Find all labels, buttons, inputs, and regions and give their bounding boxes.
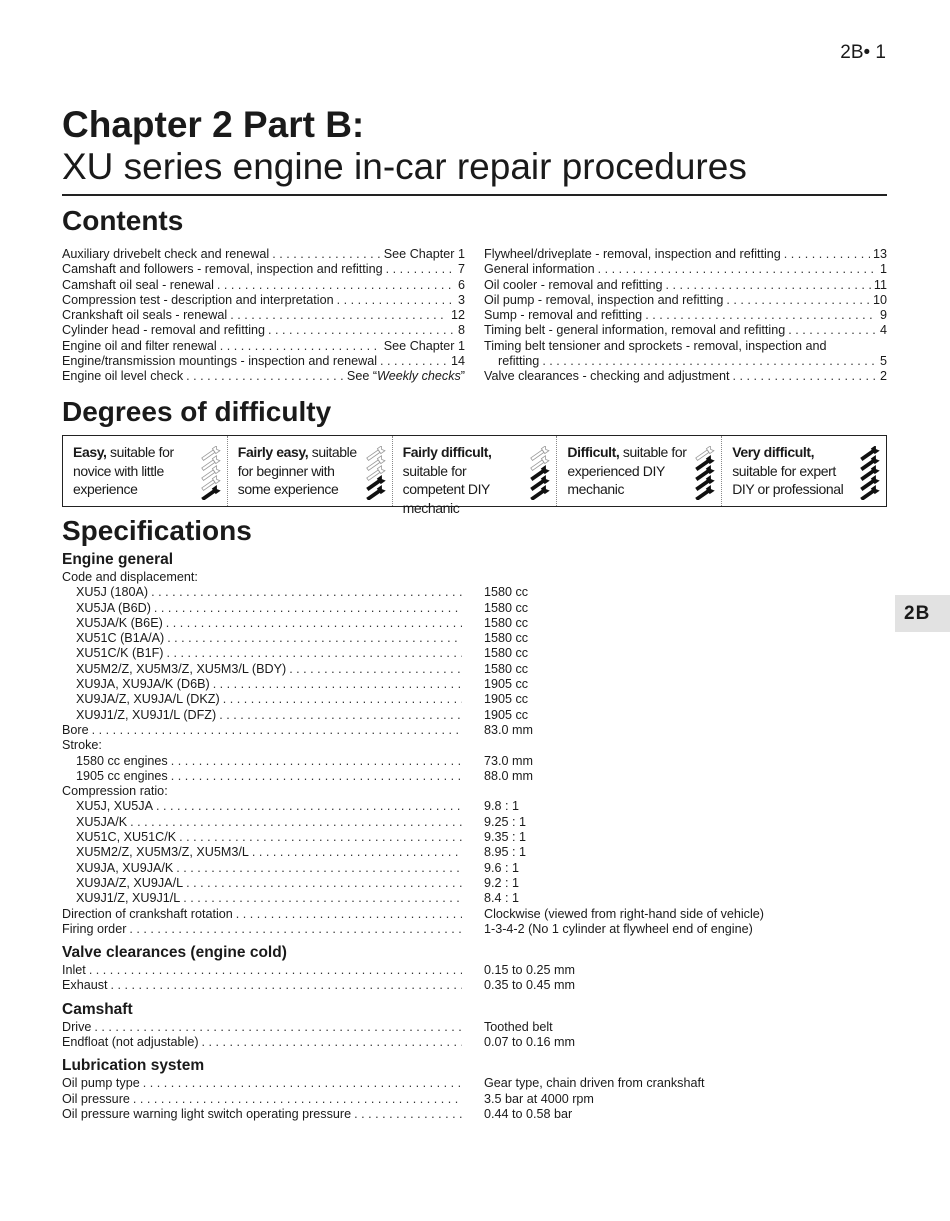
spec-label-cell bbox=[62, 631, 465, 646]
spec-label: XU9J1/Z, XU9J1/L bbox=[76, 891, 181, 906]
spec-label: Oil pump type bbox=[62, 1076, 140, 1091]
title-rule bbox=[62, 194, 887, 196]
spec-label-cell bbox=[62, 692, 465, 707]
dot-leader bbox=[130, 815, 462, 830]
spec-value: 9.25 : 1 bbox=[484, 814, 527, 829]
spec-label-cell bbox=[62, 708, 465, 723]
spec-label-cell bbox=[62, 845, 465, 860]
difficulty-desc: suitable for beginner with some experience bbox=[237, 444, 357, 497]
dot-leader bbox=[386, 262, 455, 277]
contents-entry bbox=[62, 293, 465, 308]
dot-leader bbox=[219, 708, 462, 723]
dot-leader bbox=[732, 369, 877, 384]
wrench-rating-icon bbox=[199, 446, 221, 500]
dot-leader bbox=[337, 293, 455, 308]
wrench-rating-icon bbox=[858, 446, 880, 500]
spec-label-cell bbox=[62, 891, 465, 906]
specifications-list bbox=[62, 550, 887, 1122]
spec-label: XU9JA/Z, XU9JA/L bbox=[76, 875, 184, 890]
spec-value: 1580 cc bbox=[484, 661, 529, 676]
spec-label-cell bbox=[62, 723, 465, 738]
contents-entry-page: 7 bbox=[457, 262, 465, 277]
difficulty-name: Fairly easy, bbox=[237, 444, 309, 460]
specifications-heading: Specifications bbox=[62, 515, 252, 546]
spec-row bbox=[62, 845, 887, 860]
contents-entry-label: Oil pump - removal, inspection and refitting bbox=[484, 292, 724, 307]
spec-label-cell bbox=[62, 876, 465, 891]
spec-value: 1905 cc bbox=[484, 692, 529, 707]
contents-entry bbox=[484, 339, 887, 354]
spec-label-cell bbox=[62, 1076, 465, 1091]
spec-group-label: Stroke: bbox=[62, 738, 102, 753]
contents-entry bbox=[62, 354, 465, 369]
dot-leader bbox=[133, 1092, 462, 1107]
spec-label: 1905 cc engines bbox=[76, 768, 168, 783]
dot-leader bbox=[143, 1076, 462, 1091]
contents-entry-label: Auxiliary drivebelt check and renewal bbox=[62, 247, 270, 261]
spec-row bbox=[62, 616, 887, 631]
value-suffix: ” bbox=[460, 369, 465, 384]
dot-leader bbox=[213, 677, 462, 692]
spec-label: XU5JA (B6D) bbox=[76, 600, 151, 615]
spec-label: XU9JA, XU9JA/K bbox=[76, 860, 174, 875]
dot-leader bbox=[645, 308, 877, 323]
difficulty-text bbox=[73, 443, 201, 499]
contents-entry-label: Oil cooler - removal and refitting bbox=[484, 277, 663, 292]
spec-label: Drive bbox=[62, 1019, 92, 1034]
dot-leader bbox=[92, 723, 462, 738]
spec-label-cell bbox=[62, 815, 465, 830]
spec-row bbox=[62, 1020, 887, 1035]
dot-leader bbox=[236, 907, 462, 922]
spec-label: XU5JA/K bbox=[76, 814, 128, 829]
spec-row bbox=[62, 799, 887, 814]
spec-label-cell bbox=[62, 646, 465, 661]
spec-label-cell bbox=[62, 616, 465, 631]
contents-entry bbox=[62, 369, 465, 384]
dot-leader bbox=[111, 978, 462, 993]
spec-row bbox=[62, 876, 887, 891]
spec-value: 73.0 mm bbox=[484, 753, 533, 768]
spec-label-cell bbox=[62, 978, 465, 993]
spec-label: XU9J1/Z, XU9J1/L (DFZ) bbox=[76, 707, 217, 722]
spec-label: 1580 cc engines bbox=[76, 753, 168, 768]
contents-entry bbox=[62, 247, 465, 262]
dot-leader bbox=[186, 876, 462, 891]
spec-label: Oil pressure warning light switch operating pressure bbox=[62, 1106, 352, 1121]
contents-entry bbox=[62, 339, 465, 354]
dot-leader bbox=[179, 830, 462, 845]
contents-entry-page: 10 bbox=[872, 292, 887, 307]
difficulty-level bbox=[557, 436, 722, 506]
spec-label: XU9JA/Z, XU9JA/L (DKZ) bbox=[76, 692, 220, 707]
contents-entry-page bbox=[347, 369, 465, 384]
spec-row bbox=[62, 830, 887, 845]
spec-row bbox=[62, 601, 887, 616]
dot-leader bbox=[598, 262, 877, 277]
spec-label: Firing order bbox=[62, 921, 127, 936]
difficulty-level bbox=[63, 436, 228, 506]
dot-leader bbox=[788, 323, 877, 338]
difficulty-desc: suitable for competent DIY mechanic bbox=[402, 462, 490, 516]
spec-value: 1905 cc bbox=[484, 707, 529, 722]
spec-label: XU9JA, XU9JA/K (D6B) bbox=[76, 677, 210, 692]
dot-leader bbox=[665, 278, 870, 293]
spec-row bbox=[62, 662, 887, 677]
spec-value: 9.35 : 1 bbox=[484, 830, 527, 845]
contents-entry bbox=[484, 278, 887, 293]
spec-label: XU5M2/Z, XU5M3/Z, XU5M3/L (BDY) bbox=[76, 661, 287, 676]
dot-leader bbox=[166, 646, 462, 661]
spec-value: 0.15 to 0.25 mm bbox=[484, 963, 576, 978]
difficulty-desc: suitable for experienced DIY mechanic bbox=[567, 444, 687, 497]
contents-left-column bbox=[62, 247, 465, 385]
dot-leader bbox=[217, 278, 455, 293]
spec-section-title: Lubrication system bbox=[62, 1057, 205, 1075]
dot-leader bbox=[220, 339, 381, 354]
dot-leader bbox=[186, 369, 344, 384]
spec-label-cell bbox=[62, 799, 465, 814]
spec-label-cell bbox=[62, 1107, 465, 1122]
value-prefix: See “ bbox=[346, 369, 378, 384]
spec-row bbox=[62, 585, 887, 600]
contents-entry-label: Cylinder head - removal and refitting bbox=[62, 323, 266, 338]
dot-leader bbox=[171, 754, 462, 769]
spec-row bbox=[62, 891, 887, 906]
difficulty-level bbox=[228, 436, 393, 506]
spec-value: 1580 cc bbox=[484, 600, 529, 615]
contents-entry-page: See Chapter 1 bbox=[383, 338, 465, 353]
contents-entry bbox=[484, 293, 887, 308]
dot-leader bbox=[171, 769, 462, 784]
contents-entry bbox=[484, 354, 887, 369]
page-number: 2B• 1 bbox=[840, 42, 886, 63]
spec-row bbox=[62, 907, 887, 922]
spec-label-cell bbox=[62, 662, 465, 677]
contents-entry-label: Camshaft oil seal - renewal bbox=[62, 277, 214, 292]
spec-section-title: Engine general bbox=[62, 551, 174, 568]
contents-list bbox=[62, 247, 887, 385]
contents-entry-page: 13 bbox=[872, 247, 887, 261]
spec-value: 1580 cc bbox=[484, 615, 529, 630]
difficulty-name: Fairly difficult, bbox=[402, 444, 492, 460]
contents-entry bbox=[484, 247, 887, 262]
spec-value: 83.0 mm bbox=[484, 722, 533, 737]
difficulty-text bbox=[403, 443, 531, 517]
spec-label: XU51C/K (B1F) bbox=[76, 646, 164, 661]
contents-entry-page: See Chapter 1 bbox=[383, 247, 465, 261]
dot-leader bbox=[183, 891, 462, 906]
spec-row bbox=[62, 708, 887, 723]
contents-entry-label: Sump - removal and refitting bbox=[484, 308, 643, 323]
spec-label-cell bbox=[62, 754, 465, 769]
contents-entry bbox=[484, 323, 887, 338]
spec-row bbox=[62, 963, 887, 978]
dot-leader bbox=[89, 963, 462, 978]
spec-value: 8.4 : 1 bbox=[484, 891, 520, 906]
spec-label: Bore bbox=[62, 722, 89, 737]
spec-label: Oil pressure bbox=[62, 1091, 130, 1106]
spec-label-cell bbox=[62, 1092, 465, 1107]
difficulty-text bbox=[732, 443, 860, 499]
dot-leader bbox=[380, 354, 448, 369]
contents-right-column bbox=[484, 247, 887, 385]
spec-value: 9.6 : 1 bbox=[484, 860, 520, 875]
spec-label: Direction of crankshaft rotation bbox=[62, 906, 233, 921]
spec-label: XU51C (B1A/A) bbox=[76, 631, 165, 646]
spec-row bbox=[62, 1092, 887, 1107]
contents-entry-page: 12 bbox=[450, 308, 465, 323]
spec-label-cell bbox=[62, 1020, 465, 1035]
spec-value: 1905 cc bbox=[484, 677, 529, 692]
spec-value: 9.2 : 1 bbox=[484, 875, 520, 890]
spec-section-title: Valve clearances (engine cold) bbox=[62, 944, 287, 962]
spec-value: 1580 cc bbox=[484, 646, 529, 661]
spec-label-cell bbox=[62, 963, 465, 978]
chapter-subtitle: XU series engine in-car repair procedures bbox=[62, 146, 747, 187]
spec-section-title: Camshaft bbox=[62, 1000, 133, 1018]
wrench-rating-icon bbox=[528, 446, 550, 500]
spec-row bbox=[62, 677, 887, 692]
spec-row bbox=[62, 1035, 887, 1050]
dot-leader bbox=[784, 247, 870, 262]
chapter-title: Chapter 2 Part B: bbox=[62, 104, 365, 145]
spec-value: 0.44 to 0.58 bar bbox=[484, 1106, 573, 1121]
contents-entry-page: 9 bbox=[879, 308, 887, 323]
difficulty-heading: Degrees of difficulty bbox=[62, 396, 332, 427]
spec-label-cell bbox=[62, 769, 465, 784]
difficulty-desc: suitable for expert DIY or professional bbox=[732, 462, 844, 497]
spec-value: 1580 cc bbox=[484, 585, 529, 600]
dot-leader bbox=[230, 308, 448, 323]
contents-entry bbox=[62, 323, 465, 338]
spec-label: XU51C, XU51C/K bbox=[76, 830, 177, 845]
spec-row bbox=[62, 723, 887, 738]
spec-label: Exhaust bbox=[62, 978, 108, 993]
contents-entry bbox=[62, 278, 465, 293]
contents-heading: Contents bbox=[62, 205, 184, 236]
dot-leader bbox=[289, 662, 462, 677]
dot-leader bbox=[726, 293, 870, 308]
dot-leader bbox=[202, 1035, 462, 1050]
spec-value: 8.95 : 1 bbox=[484, 845, 527, 860]
contents-entry-page: 3 bbox=[457, 292, 465, 307]
contents-entry-page: 14 bbox=[450, 354, 465, 369]
spec-label: XU5J (180A) bbox=[76, 585, 149, 600]
contents-entry-label: General information bbox=[484, 262, 595, 277]
spec-value: 0.35 to 0.45 mm bbox=[484, 978, 576, 993]
contents-entry-label: Camshaft and followers - removal, inspection and refitting bbox=[62, 262, 383, 277]
contents-entry bbox=[62, 308, 465, 323]
contents-entry-page: 8 bbox=[457, 323, 465, 338]
spec-row bbox=[62, 1076, 887, 1091]
contents-entry-label: Valve clearances - checking and adjustment bbox=[484, 369, 730, 384]
spec-label-cell bbox=[62, 1035, 465, 1050]
difficulty-level bbox=[393, 436, 558, 516]
spec-label-cell bbox=[62, 922, 465, 937]
contents-entry bbox=[484, 369, 887, 384]
contents-entry-page: 5 bbox=[879, 354, 887, 369]
spec-row bbox=[62, 861, 887, 876]
spec-value: 1-3-4-2 (No 1 cylinder at flywheel end of engine) bbox=[484, 921, 753, 936]
spec-label-cell bbox=[62, 585, 465, 600]
spec-label-cell bbox=[62, 677, 465, 692]
dot-leader bbox=[94, 1020, 462, 1035]
spec-row bbox=[62, 692, 887, 707]
dot-leader bbox=[167, 631, 462, 646]
spec-group-label: Compression ratio: bbox=[62, 784, 168, 799]
value-italic: Weekly checks bbox=[377, 369, 461, 384]
contents-entry-label: Timing belt - general information, removal and refitting bbox=[484, 323, 786, 338]
spec-value: 3.5 bar at 4000 rpm bbox=[484, 1091, 594, 1106]
contents-entry bbox=[62, 262, 465, 277]
contents-entry-label: Engine oil level check bbox=[62, 369, 184, 384]
spec-label-cell bbox=[62, 907, 465, 922]
contents-entry-page: 11 bbox=[873, 277, 887, 292]
difficulty-name: Easy, bbox=[73, 444, 107, 460]
dot-leader bbox=[156, 799, 462, 814]
spec-label: Inlet bbox=[62, 963, 86, 978]
spec-value: Toothed belt bbox=[484, 1019, 553, 1034]
wrench-rating-icon bbox=[693, 446, 715, 500]
dot-leader bbox=[176, 861, 462, 876]
spec-value: 1580 cc bbox=[484, 631, 529, 646]
dot-leader bbox=[272, 247, 381, 262]
difficulty-level bbox=[722, 436, 886, 506]
difficulty-desc: suitable for novice with little experience bbox=[73, 444, 174, 497]
contents-entry-page: 6 bbox=[457, 277, 465, 292]
dot-leader bbox=[542, 354, 877, 369]
dot-leader bbox=[223, 692, 462, 707]
spec-label-cell bbox=[62, 861, 465, 876]
spec-label: XU5JA/K (B6E) bbox=[76, 615, 163, 630]
spec-group-label: Code and displacement: bbox=[62, 570, 198, 584]
dot-leader bbox=[252, 845, 462, 860]
spec-value: 0.07 to 0.16 mm bbox=[484, 1035, 576, 1050]
contents-entry-label: Compression test - description and interpretation bbox=[62, 292, 334, 307]
spec-value: Gear type, chain driven from crankshaft bbox=[484, 1076, 705, 1091]
difficulty-text bbox=[238, 443, 366, 499]
contents-entry-page: 4 bbox=[879, 323, 887, 338]
contents-entry-label: Flywheel/driveplate - removal, inspection and refitting bbox=[484, 247, 781, 261]
contents-entry-label: Engine/transmission mountings - inspection and renewal bbox=[62, 354, 378, 369]
dot-leader bbox=[166, 616, 462, 631]
spec-label: XU5M2/Z, XU5M3/Z, XU5M3/L bbox=[76, 845, 249, 860]
dot-leader bbox=[151, 585, 462, 600]
dot-leader bbox=[154, 601, 462, 616]
difficulty-name: Very difficult, bbox=[732, 444, 815, 460]
spec-row bbox=[62, 1107, 887, 1122]
dot-leader bbox=[354, 1107, 462, 1122]
contents-entry-label: Engine oil and filter renewal bbox=[62, 338, 217, 353]
spec-label: XU5J, XU5JA bbox=[76, 799, 153, 814]
chapter-header bbox=[62, 104, 887, 196]
spec-row bbox=[62, 754, 887, 769]
spec-row bbox=[62, 631, 887, 646]
difficulty-name: Difficult, bbox=[567, 444, 620, 460]
contents-entry-label: Timing belt tensioner and sprockets - removal, inspection and bbox=[484, 338, 827, 353]
spec-row bbox=[62, 978, 887, 993]
spec-value: 9.8 : 1 bbox=[484, 799, 520, 814]
difficulty-text bbox=[567, 443, 695, 499]
contents-entry bbox=[484, 262, 887, 277]
dot-leader bbox=[268, 323, 455, 338]
spec-label-cell bbox=[62, 601, 465, 616]
spec-label-cell bbox=[62, 830, 465, 845]
spec-value: Clockwise (viewed from right-hand side of vehicle) bbox=[484, 906, 764, 921]
contents-entry bbox=[484, 308, 887, 323]
contents-entry-page: 2 bbox=[879, 369, 887, 384]
wrench-rating-icon bbox=[364, 446, 386, 500]
contents-entry-page: 1 bbox=[879, 262, 887, 277]
contents-entry-label: refitting bbox=[498, 354, 540, 369]
contents-entry-label: Crankshaft oil seals - renewal bbox=[62, 308, 228, 323]
spec-row bbox=[62, 815, 887, 830]
spec-row bbox=[62, 769, 887, 784]
spec-row bbox=[62, 646, 887, 661]
spec-value: 88.0 mm bbox=[484, 768, 533, 783]
dot-leader bbox=[129, 922, 462, 937]
spec-label: Endfloat (not adjustable) bbox=[62, 1035, 199, 1050]
section-tab: 2B bbox=[895, 595, 950, 632]
spec-row bbox=[62, 922, 887, 937]
difficulty-scale bbox=[62, 435, 887, 516]
